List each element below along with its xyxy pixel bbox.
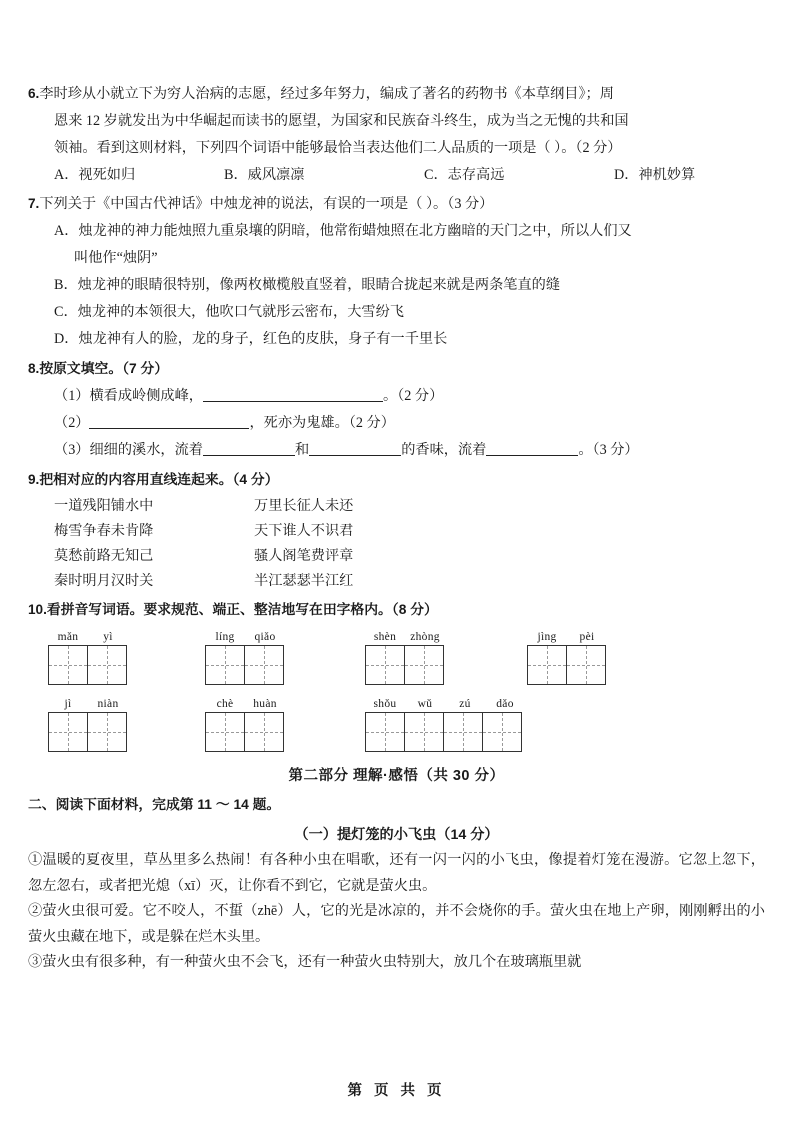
q8-item3-blank1[interactable] <box>203 440 295 456</box>
q8-item-1 <box>28 383 765 410</box>
q8-item1-prefix: （1）横看成岭侧成峰， <box>54 388 203 404</box>
tianzige-cell[interactable] <box>48 645 88 685</box>
q9-number: 9. <box>28 472 40 487</box>
q6-options <box>28 162 765 188</box>
q8-item1-blank[interactable] <box>203 386 383 402</box>
pinyin-labels <box>365 697 525 712</box>
q10-row-1 <box>48 630 765 685</box>
q9-left-1[interactable]: 一道残阳铺水中 <box>54 498 154 514</box>
q8-item3-prefix: （3）细细的溪水，流着 <box>54 442 203 458</box>
q7-stem-line <box>28 190 765 218</box>
tianzige-cell[interactable] <box>48 712 88 752</box>
tianzige-row <box>48 712 128 752</box>
q8-item1-suffix: 。（2 分） <box>382 388 444 404</box>
q9-right-3[interactable]: 骚人阁笔费评章 <box>254 548 354 564</box>
pinyin-syllable: qiǎo <box>254 631 276 643</box>
page-footer: 第 页 共 页 <box>347 1083 446 1099</box>
q7-option-a-line1[interactable]: A．烛龙神的神力能烛照九重泉壤的阴暗，他常衔蜡烛照在北方幽暗的天门之中，所以人们又 <box>54 223 632 239</box>
tianzige-row <box>205 712 285 752</box>
q8-item3-suffix: 。（3 分） <box>578 442 639 458</box>
q6-option-c[interactable]: C．志存高远 <box>424 167 505 183</box>
q8-item3-mid2: 和 <box>294 442 310 458</box>
pinyin-syllable: dǎo <box>496 698 514 710</box>
q6-option-a[interactable]: A．视死如归 <box>54 167 136 183</box>
q8-item2-mid: ，死亦为鬼雄。（2 分） <box>249 415 395 431</box>
q8-item2-prefix: （2） <box>54 415 90 431</box>
tianzige-row <box>48 645 128 685</box>
tianzige-cell[interactable] <box>87 712 127 752</box>
tianzige-row <box>365 712 525 752</box>
tianzige-cell[interactable] <box>205 645 245 685</box>
q8-item-3 <box>28 437 765 464</box>
tianzige-cell[interactable] <box>443 712 483 752</box>
question-6 <box>28 80 765 188</box>
q10-title-line <box>28 596 765 624</box>
q8-number: 8. <box>28 361 40 376</box>
pinyin-syllable: zú <box>459 698 471 710</box>
q10-word-lingqiao <box>205 630 285 685</box>
passage-title: （一）提灯笼的小飞虫（14 分） <box>294 827 499 843</box>
q9-left-3[interactable]: 莫愁前路无知己 <box>54 548 154 564</box>
part2-instruction: 二、阅读下面材料，完成第 11 ～ 14 题。 <box>28 797 281 812</box>
q6-option-b[interactable]: B．威风凛凛 <box>224 167 305 183</box>
question-7 <box>28 190 765 353</box>
q7-number: 7. <box>28 196 40 211</box>
pinyin-syllable: shǒu <box>373 698 397 710</box>
q9-pair-row <box>28 544 765 569</box>
tianzige-cell[interactable] <box>482 712 522 752</box>
tianzige-cell[interactable] <box>527 645 567 685</box>
q9-right-1[interactable]: 万里长征人未还 <box>254 498 354 514</box>
part2-title: 第二部分 理解·感悟（共 30 分） <box>288 768 505 784</box>
tianzige-cell[interactable] <box>566 645 606 685</box>
q6-text1: 李时珍从小就立下为穷人治病的志愿，经过多年努力，编成了著名的药物书《本草纲目》；周 <box>39 86 614 102</box>
pinyin-labels <box>48 630 128 645</box>
q9-pair-row <box>28 494 765 519</box>
q10-word-jingpei <box>527 630 607 685</box>
tianzige-cell[interactable] <box>365 712 405 752</box>
pinyin-syllable: pèi <box>579 631 595 643</box>
tianzige-row <box>527 645 607 685</box>
tianzige-row <box>205 645 285 685</box>
tianzige-cell[interactable] <box>244 712 284 752</box>
q7-option-a-line2[interactable]: 叫他作“烛阴” <box>74 250 158 266</box>
q9-pair-row <box>28 569 765 594</box>
pinyin-syllable: niàn <box>97 698 119 710</box>
q8-item3-blank2[interactable] <box>309 440 401 456</box>
tianzige-row <box>365 645 445 685</box>
q9-right-4[interactable]: 半江瑟瑟半江红 <box>254 573 354 589</box>
q10-row-2 <box>48 697 765 752</box>
pinyin-syllable: chè <box>216 698 234 710</box>
q6-line1 <box>28 80 765 108</box>
pinyin-syllable: jì <box>64 698 72 710</box>
pinyin-syllable: zhòng <box>410 631 440 643</box>
tianzige-cell[interactable] <box>244 645 284 685</box>
pinyin-syllable: mǎn <box>57 631 79 643</box>
q10-grid-area <box>28 630 765 752</box>
question-9 <box>28 466 765 594</box>
q6-line2: 恩来 12 岁就发出为中华崛起而读书的愿望，为国家和民族奋斗终生，成为当之无愧的共和国 <box>54 113 629 129</box>
q8-item3-blank3[interactable] <box>486 440 578 456</box>
q9-left-4[interactable]: 秦时明月汉时关 <box>54 573 154 589</box>
q10-title: 看拼音写词语。要求规范、端正、整洁地写在田字格内。（8 分） <box>46 602 438 617</box>
q10-number: 10. <box>28 602 47 617</box>
q8-title: 按原文填空。（7 分） <box>39 361 169 376</box>
q7-option-d[interactable]: D．烛龙神有人的脸，龙的身子，红色的皮肤，身子有一千里长 <box>54 331 448 347</box>
tianzige-cell[interactable] <box>365 645 405 685</box>
pinyin-labels <box>205 697 285 712</box>
q7-option-b[interactable]: B．烛龙神的眼睛很特别，像两枚橄榄般直竖着，眼睛合拢起来就是两条笔直的缝 <box>54 277 561 293</box>
q7-option-c[interactable]: C．烛龙神的本领很大，他吹口气就彤云密布，大雪纷飞 <box>54 304 404 320</box>
q9-title-line <box>28 466 765 494</box>
pinyin-syllable: jìng <box>537 631 557 643</box>
tianzige-cell[interactable] <box>205 712 245 752</box>
q10-word-manyi <box>48 630 128 685</box>
q7-stem: 下列关于《中国古代神话》中烛龙神的说法，有误的一项是（ ）。（3 分） <box>39 196 494 212</box>
q8-title-line <box>28 355 765 383</box>
pinyin-labels <box>527 630 607 645</box>
tianzige-cell[interactable] <box>404 712 444 752</box>
tianzige-cell[interactable] <box>87 645 127 685</box>
page-content <box>28 80 765 976</box>
q8-item2-blank[interactable] <box>89 413 249 429</box>
q9-right-2[interactable]: 天下谁人不识君 <box>254 523 354 539</box>
q6-number: 6. <box>28 86 40 101</box>
pinyin-syllable: líng <box>215 631 235 643</box>
q6-line3: 领袖。看到这则材料，下列四个词语中能够最恰当表达他们二人品质的一项是（ ）。（2 分） <box>54 140 622 156</box>
pinyin-syllable: yì <box>103 631 113 643</box>
question-8 <box>28 355 765 464</box>
pinyin-labels <box>365 630 445 645</box>
passage-paragraph-3: ③萤火虫有很多种，有一种萤火虫不会飞，还有一种萤火虫特别大，放几个在玻璃瓶里就 <box>28 954 582 970</box>
pinyin-labels <box>48 697 128 712</box>
q6-option-d[interactable]: D．神机妙算 <box>614 167 696 183</box>
q9-pair-row <box>28 519 765 544</box>
pinyin-labels <box>205 630 285 645</box>
passage-paragraph-1: ①温暖的夏夜里，草丛里多么热闹！有各种小虫在唱歌，还有一闪一闪的小飞虫，像提着灯笼在漫游。它忽上忽下，忽左忽右，或者把光熄（xī）灭，让你看不到它，它就是萤火虫。 <box>28 852 765 894</box>
q8-item-2 <box>28 410 765 437</box>
q8-item3-mid3: 的香味，流着 <box>401 442 487 458</box>
q9-title: 把相对应的内容用直线连起来。（4 分） <box>39 472 279 487</box>
tianzige-cell[interactable] <box>404 645 444 685</box>
pinyin-syllable: shèn <box>373 631 397 643</box>
q10-word-shouwuzudao <box>365 697 525 752</box>
q10-word-shenzhong <box>365 630 445 685</box>
q10-word-jinian <box>48 697 128 752</box>
passage-paragraph-2: ②萤火虫很可爱。它不咬人，不蜇（zhē）人，它的光是冰凉的，并不会烧你的手。萤火虫在地上产卵，刚刚孵出的小萤火虫藏在地下，或是躲在烂木头里。 <box>28 903 765 945</box>
pinyin-syllable: wǔ <box>417 698 433 710</box>
pinyin-syllable: huàn <box>253 698 277 710</box>
question-10 <box>28 596 765 752</box>
q10-word-chehuan <box>205 697 285 752</box>
q9-left-2[interactable]: 梅雪争春未肯降 <box>54 523 154 539</box>
